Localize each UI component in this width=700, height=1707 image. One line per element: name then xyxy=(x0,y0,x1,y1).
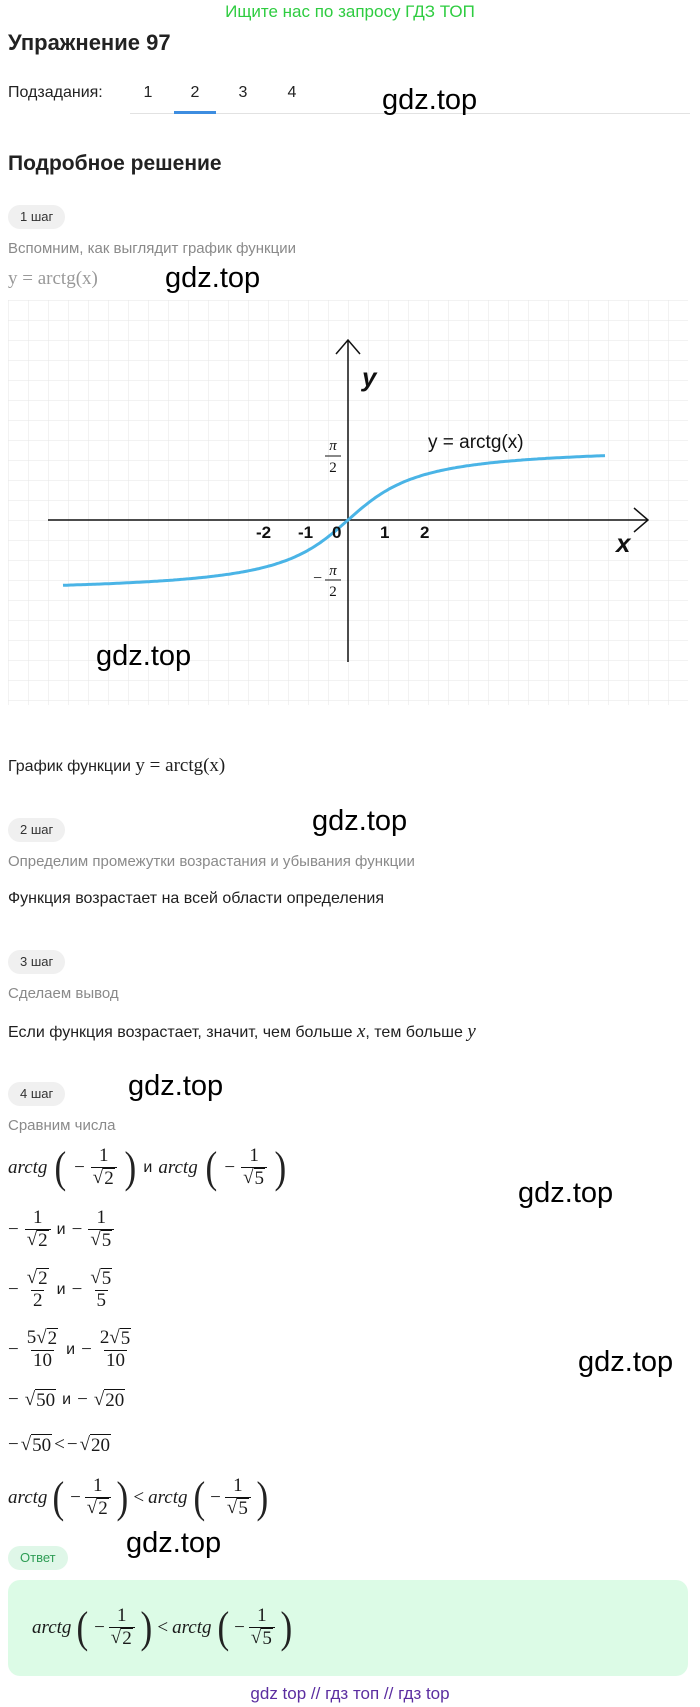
step-3-text xyxy=(8,1021,476,1043)
minus-sign: − xyxy=(71,1279,83,1300)
compare-row-7 xyxy=(8,1470,269,1526)
arctg-label: arctg xyxy=(148,1487,188,1508)
less-than: < xyxy=(54,1434,65,1455)
compare-row-4 xyxy=(8,1322,133,1378)
step-2-badge: 2 шаг xyxy=(8,818,65,842)
tab-1[interactable]: 1 xyxy=(143,84,153,101)
and-word: и xyxy=(56,1281,66,1298)
y-axis-label: y xyxy=(362,362,377,392)
graph-caption-formula: y = arctg(x) xyxy=(135,755,226,776)
compare-row-3 xyxy=(8,1262,114,1318)
x-tick--2: -2 xyxy=(256,523,272,542)
answer-badge: Ответ xyxy=(8,1546,68,1570)
fraction: 1 √ 2 xyxy=(25,1208,51,1252)
compare-row-1 xyxy=(8,1140,288,1196)
watermark: gdz.top xyxy=(578,1346,674,1378)
var-x: x xyxy=(356,1021,366,1042)
fraction: √ 5 5 xyxy=(90,1267,112,1311)
step-3-hint: Сделаем вывод xyxy=(8,985,119,1002)
minus-sign: − xyxy=(210,1487,221,1508)
step-2-text: Функция возрастает на всей области определения xyxy=(8,890,385,907)
var-y: y xyxy=(467,1021,476,1042)
minus-sign: − xyxy=(70,1487,81,1508)
paren-close: ) xyxy=(280,1603,293,1652)
compare-row-6 xyxy=(8,1430,111,1460)
paren-open: ( xyxy=(52,1473,65,1522)
arctg-label: arctg xyxy=(32,1617,72,1638)
sqrt: √ 50 xyxy=(20,1433,52,1456)
fraction: 2√ 5 10 xyxy=(99,1327,131,1371)
paren-close: ) xyxy=(256,1473,269,1522)
arctg-label: arctg xyxy=(172,1617,212,1638)
answer-box xyxy=(8,1580,688,1676)
sqrt: √ 20 xyxy=(93,1388,125,1411)
fraction: 1 √ 5 xyxy=(249,1606,275,1650)
paren-close: ) xyxy=(124,1143,136,1192)
minus-sign: − xyxy=(66,1434,78,1455)
step-3-text-mid: , тем больше xyxy=(365,1024,468,1041)
paren-open: ( xyxy=(216,1603,229,1652)
footer-links[interactable]: gdz top // гдз топ // гдз top xyxy=(250,1684,450,1703)
step-3-text-pre: Если функция возрастает, значит, чем больше xyxy=(8,1024,357,1041)
pi-half-num: π xyxy=(329,438,337,454)
x-tick-2: 2 xyxy=(420,523,430,542)
graph-caption-text: График функции xyxy=(8,758,136,775)
fraction: 1 √ 5 xyxy=(241,1146,267,1190)
compare-row-5 xyxy=(8,1385,125,1415)
fraction: 1 √ 2 xyxy=(85,1476,111,1520)
sqrt: √ 50 xyxy=(24,1388,56,1411)
x-tick-0: 0 xyxy=(332,523,342,542)
tab-3[interactable]: 3 xyxy=(238,84,248,101)
step-4-hint: Сравним числа xyxy=(8,1117,116,1134)
watermark: gdz.top xyxy=(165,262,261,294)
and-word: и xyxy=(143,1159,153,1176)
and-word: и xyxy=(56,1221,66,1238)
minus-sign: − xyxy=(224,1157,236,1178)
active-tab-indicator xyxy=(174,111,216,114)
compare-row-2 xyxy=(8,1202,114,1258)
minus-pi-half-den: 2 xyxy=(329,584,337,600)
top-banner[interactable]: Ищите нас по запросу ГДЗ ТОП xyxy=(225,2,475,21)
step-2-hint: Определим промежутки возрастания и убывания функции xyxy=(8,853,415,870)
fraction: √ 2 2 xyxy=(26,1267,48,1311)
sqrt: √ 20 xyxy=(79,1433,111,1456)
tab-4[interactable]: 4 xyxy=(287,84,297,101)
x-tick--1: -1 xyxy=(298,523,314,542)
watermark: gdz.top xyxy=(96,640,192,672)
fraction: 1 √ 5 xyxy=(88,1208,114,1252)
watermark: gdz.top xyxy=(128,1070,224,1102)
step-3-badge: 3 шаг xyxy=(8,950,65,974)
minus-sign: − xyxy=(8,1389,19,1410)
minus-pi-half-sign: − xyxy=(313,570,323,587)
watermark: gdz.top xyxy=(382,84,478,116)
minus-sign: − xyxy=(71,1219,83,1240)
graph-caption xyxy=(8,755,225,777)
less-than: < xyxy=(157,1617,169,1638)
minus-sign: − xyxy=(8,1434,19,1455)
watermark: gdz.top xyxy=(126,1527,222,1559)
x-axis-label: x xyxy=(616,528,631,558)
minus-pi-half-num: π xyxy=(329,563,337,579)
section-title: Подробное решение xyxy=(8,152,222,175)
page-title: Упражнение 97 xyxy=(8,30,171,55)
paren-open: ( xyxy=(54,1143,67,1192)
less-than: < xyxy=(133,1487,145,1508)
minus-sign: − xyxy=(77,1389,88,1410)
minus-sign: − xyxy=(8,1279,19,1300)
paren-close: ) xyxy=(274,1143,287,1192)
minus-sign: − xyxy=(74,1157,85,1178)
fraction: 1 √ 2 xyxy=(109,1606,135,1650)
paren-close: ) xyxy=(140,1603,152,1652)
minus-sign: − xyxy=(8,1339,19,1360)
paren-close: ) xyxy=(116,1473,128,1522)
watermark: gdz.top xyxy=(518,1177,614,1209)
and-word: и xyxy=(62,1391,72,1408)
minus-sign: − xyxy=(94,1617,105,1638)
tab-2[interactable]: 2 xyxy=(190,84,200,101)
arctg-label: arctg xyxy=(8,1157,48,1178)
step-1-hint: Вспомним, как выглядит график функции xyxy=(8,240,296,257)
step-4-badge: 4 шаг xyxy=(8,1082,65,1106)
x-tick-1: 1 xyxy=(380,523,390,542)
minus-sign: − xyxy=(234,1617,245,1638)
minus-sign: − xyxy=(8,1219,19,1240)
minus-sign: − xyxy=(81,1339,92,1360)
answer-formula xyxy=(32,1600,293,1656)
arctg-label: arctg xyxy=(158,1157,198,1178)
arctg-label: arctg xyxy=(8,1487,48,1508)
watermark: gdz.top xyxy=(312,805,408,837)
step-1-badge: 1 шаг xyxy=(8,205,65,229)
fraction: 1 √ 2 xyxy=(91,1146,117,1190)
paren-open: ( xyxy=(76,1603,89,1652)
fraction: 5√ 2 10 xyxy=(26,1327,58,1371)
paren-open: ( xyxy=(192,1473,205,1522)
curve-label: y = arctg(x) xyxy=(428,432,524,453)
and-word: и xyxy=(66,1341,76,1358)
pi-half-den: 2 xyxy=(329,460,337,476)
paren-open: ( xyxy=(205,1143,217,1192)
step-1-formula: y = arctg(x) xyxy=(8,268,98,289)
subtasks-label: Подзадания: xyxy=(8,84,103,101)
fraction: 1 √ 5 xyxy=(225,1476,251,1520)
